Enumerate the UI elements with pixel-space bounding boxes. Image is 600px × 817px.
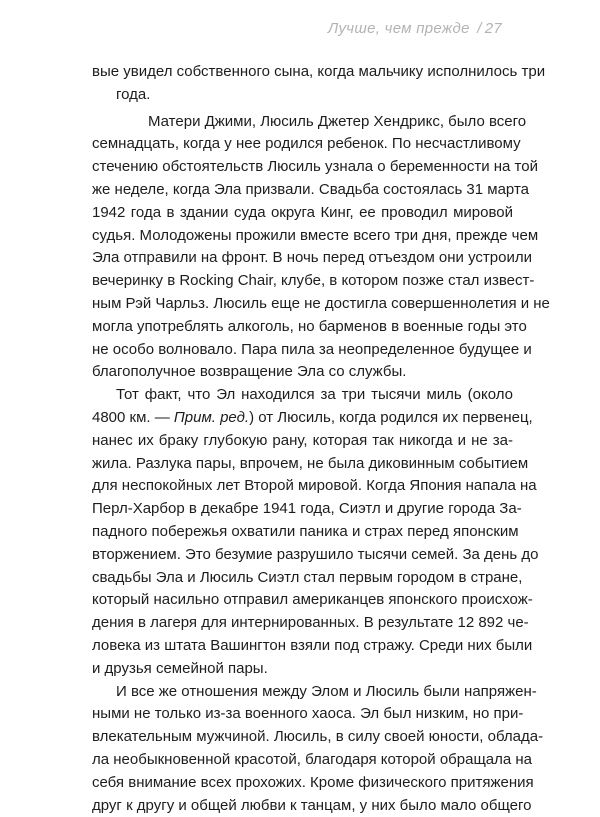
text-line: себя внимание всех прохожих. Кроме физического притяжения [92,772,513,795]
editor-note: Прим. ред. [174,409,249,426]
text-line: семнадцать, когда у нее родился ребенок. По несчастливому [92,133,513,156]
chapter-title: Лучше, чем прежде [328,20,470,37]
text-line: благополучное возвращение Эла со службы. [92,361,513,384]
text-line: вые увидел собственного сына, когда мальчику исполнилось три [92,61,513,84]
text-line: ным Рэй Чарльз. Люсиль еще не достигла совершеннолетия и не [92,293,513,316]
text-line: Тот факт, что Эл находился за три тысячи миль (около [92,384,513,407]
paragraph-3 [92,384,513,680]
text-line: Матери Джими, Люсиль Джетер Хендрикс, было всего [92,111,513,134]
paragraph-1 [92,61,513,107]
text-line: дения в лагеря для интернированных. В результате 12 892 че- [92,612,513,635]
text-fragment: ) от Люсиль, когда родился их первенец, [249,409,533,426]
header-separator: / [477,20,481,37]
text-line: Эла отправили на фронт. В ночь перед отъездом они устроили [92,247,513,270]
text-line: жила. Разлука пары, впрочем, не была диковинным событием [92,453,513,476]
text-line: Перл-Харбор в декабре 1941 года, Сиэтл и другие города За- [92,498,513,521]
paragraph-4 [92,681,513,817]
text-line: друг к другу и общей любви к танцам, у них было мало общего [92,795,513,817]
text-line: падного побережья охватили паника и страх перед японским [92,521,513,544]
text-line: же неделе, когда Эла призвали. Свадьба состоялась 31 марта [92,179,513,202]
paragraph-2 [92,111,513,385]
text-line: года. [92,84,513,107]
running-header [328,20,502,37]
body-text [92,61,513,817]
text-line: судья. Молодожены прожили вместе всего три дня, прежде чем [92,225,513,248]
text-line: и друзья семейной пары. [92,658,513,681]
text-line: вторжением. Это безумие разрушило тысячи семей. За день до [92,544,513,567]
text-line: не особо волновало. Пара пила за неопределенное будущее и [92,339,513,362]
text-line: который насильно отправил американцев японского происхож- [92,589,513,612]
text-line: могла употреблять алкоголь, но барменов в военные годы это [92,316,513,339]
page-number: 27 [485,20,502,37]
text-line: вечеринку в Rocking Chair, клубе, в котором позже стал извест- [92,270,513,293]
text-line: ла необыкновенной красотой, благодаря которой обращала на [92,749,513,772]
text-line: стечению обстоятельств Люсиль узнала о беременности на той [92,156,513,179]
text-line: для неспокойных лет Второй мировой. Когда Япония напала на [92,475,513,498]
text-line: нанес их браку глубокую рану, которая так никогда и не за- [92,430,513,453]
text-line: И все же отношения между Элом и Люсиль были напряжен- [92,681,513,704]
text-line: ными не только из-за военного хаоса. Эл был низким, но при- [92,703,513,726]
text-line-with-note [92,407,513,430]
text-line: свадьбы Эла и Люсиль Сиэтл стал первым городом в стране, [92,567,513,590]
text-line: 1942 года в здании суда округа Кинг, ее проводил мировой [92,202,513,225]
text-line: ловека из штата Вашингтон взяли под стражу. Среди них были [92,635,513,658]
text-line: влекательным мужчиной. Люсиль, в силу своей юности, облада- [92,726,513,749]
text-fragment: 4800 км. — [92,409,174,426]
